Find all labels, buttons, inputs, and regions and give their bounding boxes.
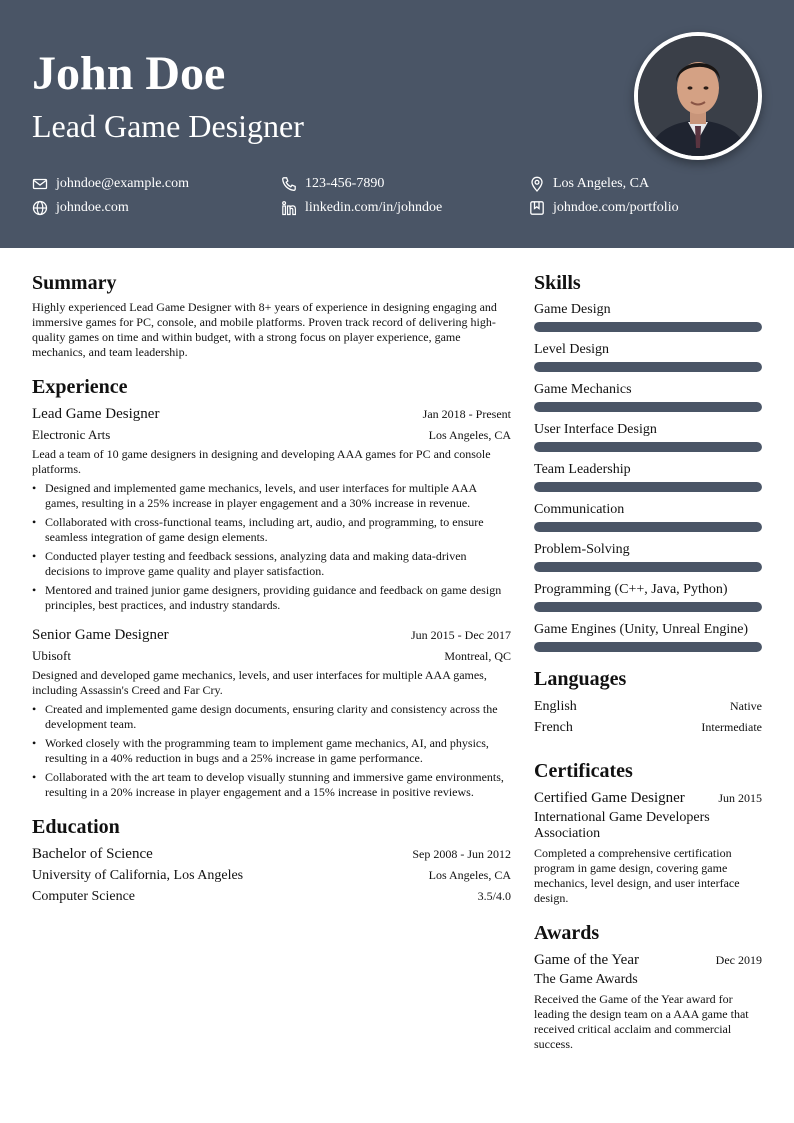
- summary-heading: Summary: [32, 272, 117, 294]
- job-entry: [32, 404, 511, 613]
- skill-name: Problem-Solving: [534, 542, 630, 557]
- phone-icon: [281, 176, 297, 192]
- skills-heading: Skills: [534, 272, 581, 294]
- language-level: Intermediate: [701, 720, 762, 734]
- contact-phone[interactable]: [281, 175, 384, 193]
- skill-item: [534, 420, 762, 452]
- skill-item: [534, 460, 762, 492]
- skill-level-fill: [534, 482, 762, 492]
- language-item: [534, 717, 762, 738]
- contact-portfolio[interactable]: [529, 199, 679, 217]
- job-description: Designed and developed game mechanics, levels, and user interfaces for multiple AAA games, including Assassin's Creed and Far Cry.: [32, 668, 487, 697]
- job-description: Lead a team of 10 game designers in designing and developing AAA games for PC and console platforms.: [32, 447, 491, 476]
- contact-linkedin[interactable]: [281, 199, 442, 217]
- contact-email-text: johndoe@example.com: [56, 176, 190, 191]
- skill-name: Communication: [534, 502, 625, 517]
- skill-item: [534, 380, 762, 412]
- job-dates: Jun 2015 - Dec 2017: [411, 628, 511, 642]
- side-column: [534, 270, 762, 1066]
- skill-level-bar: [534, 442, 762, 452]
- skill-level-bar: [534, 402, 762, 412]
- certificate-date: Jun 2015: [718, 791, 762, 805]
- job-bullet: • Created and implemented game design documents, ensuring clarity and consistency across the development team.: [32, 702, 511, 732]
- job-company: Electronic Arts: [32, 427, 111, 442]
- certificate-description: Completed a comprehensive certification program in game design, covering game mechanics, level design, and user interface design.: [534, 846, 740, 905]
- skill-level-bar: [534, 522, 762, 532]
- location-pin-icon: [529, 176, 545, 192]
- main-column: [32, 270, 511, 921]
- skill-name: Team Leadership: [534, 462, 631, 477]
- skills-section: [534, 270, 762, 652]
- skill-level-bar: [534, 322, 762, 332]
- portfolio-icon: [529, 200, 545, 216]
- experience-heading: Experience: [32, 376, 128, 398]
- skill-name: Game Engines (Unity, Unreal Engine): [534, 622, 749, 637]
- skill-item: [534, 500, 762, 532]
- contact-email[interactable]: [32, 175, 189, 193]
- job-title: Senior Game Designer: [32, 627, 169, 643]
- job-location: Montreal, QC: [444, 649, 511, 663]
- job-bullets: [32, 702, 511, 800]
- education-degree: Bachelor of Science: [32, 846, 153, 862]
- skill-level-fill: [534, 522, 762, 532]
- certificates-section: [534, 758, 762, 906]
- skill-item: [534, 620, 762, 652]
- education-location: Los Angeles, CA: [428, 868, 511, 882]
- job-company: Ubisoft: [32, 648, 71, 663]
- contact-website-text: johndoe.com: [56, 200, 129, 215]
- language-name: French: [534, 720, 573, 735]
- skill-level-bar: [534, 562, 762, 572]
- award-description: Received the Game of the Year award for leading the design team on a AAA game that received critical acclaim and commercial success.: [534, 992, 749, 1051]
- job-bullet: • Collaborated with the art team to develop visually stunning and immersive game environments, resulting in a 20% increase in player engagement and a 15% increase in positive reviews.: [32, 770, 511, 800]
- candidate-title: Lead Game Designer: [32, 108, 304, 144]
- globe-icon: [32, 200, 48, 216]
- skill-level-fill: [534, 322, 762, 332]
- profile-photo: [634, 32, 762, 160]
- skill-level-bar: [534, 602, 762, 612]
- education-school: University of California, Los Angeles: [32, 868, 244, 883]
- skills-list: [534, 300, 762, 652]
- job-bullet: • Designed and implemented game mechanics, levels, and user interfaces for multiple AAA games, resulting in a 25% increase in player engagement and a 30% increase in revenue.: [32, 481, 511, 511]
- skill-level-fill: [534, 602, 762, 612]
- skill-level-fill: [534, 362, 762, 372]
- contact-location-text: Los Angeles, CA: [553, 176, 650, 191]
- award-date: Dec 2019: [715, 953, 762, 967]
- award-issuer: The Game Awards: [534, 972, 638, 987]
- experience-section: [32, 374, 511, 800]
- job-bullets: [32, 481, 511, 613]
- language-item: [534, 696, 762, 717]
- certificate-title: Certified Game Designer: [534, 790, 685, 806]
- skill-level-bar: [534, 642, 762, 652]
- certificate-issuer: International Game Developers Association: [534, 810, 710, 841]
- skill-name: Game Mechanics: [534, 382, 632, 397]
- linkedin-icon: [281, 200, 297, 216]
- summary-text: Highly experienced Lead Game Designer with 8+ years of experience in designing engaging and immersive games for PC, console, and mobile platforms. Proven track record of delivering high-quality games on time and within budget, with a strong focus on player experience, game mechanics, and team leadership.: [32, 300, 497, 359]
- skill-level-bar: [534, 362, 762, 372]
- skill-level-fill: [534, 402, 762, 412]
- job-bullet: • Conducted player testing and feedback sessions, analyzing data and making data-driven decisions to improve game quality and player satisfaction.: [32, 549, 511, 579]
- education-dates: Sep 2008 - Jun 2012: [412, 847, 511, 861]
- skill-level-fill: [534, 642, 762, 652]
- education-field: Computer Science: [32, 889, 136, 904]
- awards-section: [534, 920, 762, 1052]
- job-entry: [32, 625, 511, 800]
- education-heading: Education: [32, 816, 120, 838]
- candidate-name: John Doe: [32, 47, 226, 100]
- contact-website[interactable]: [32, 199, 129, 217]
- languages-section: [534, 666, 762, 738]
- language-level: Native: [730, 699, 762, 713]
- certificates-heading: Certificates: [534, 760, 633, 782]
- skill-item: [534, 300, 762, 332]
- contact-linkedin-text: linkedin.com/in/johndoe: [305, 200, 443, 215]
- skill-level-fill: [534, 562, 762, 572]
- summary-section: [32, 270, 511, 360]
- skill-item: [534, 540, 762, 572]
- mail-icon: [32, 176, 48, 192]
- job-dates: Jan 2018 - Present: [422, 407, 511, 421]
- education-gpa: 3.5/4.0: [477, 889, 511, 903]
- skill-item: [534, 580, 762, 612]
- languages-heading: Languages: [534, 668, 627, 690]
- contact-portfolio-text: johndoe.com/portfolio: [553, 200, 679, 215]
- skill-name: Level Design: [534, 342, 610, 357]
- job-location: Los Angeles, CA: [428, 428, 511, 442]
- job-title: Lead Game Designer: [32, 406, 160, 422]
- job-bullet: • Collaborated with cross-functional teams, including art, audio, and programming, to ensure seamless integration of game design elements.: [32, 515, 511, 545]
- job-bullet: • Worked closely with the programming team to implement game mechanics, AI, and physics, resulting in a 40% reduction in bugs and a 25% increase in game performance.: [32, 736, 511, 766]
- education-section: [32, 814, 511, 907]
- award-title: Game of the Year: [534, 952, 639, 968]
- skill-level-fill: [534, 442, 762, 452]
- job-bullet: • Mentored and trained junior game designers, providing guidance and feedback on game design principles, best practices, and industry standards.: [32, 583, 511, 613]
- contact-phone-text: 123-456-7890: [305, 176, 385, 191]
- skill-name: User Interface Design: [534, 422, 657, 437]
- skill-name: Programming (C++, Java, Python): [534, 582, 728, 597]
- resume-header: [0, 0, 794, 248]
- skill-name: Game Design: [534, 302, 611, 317]
- skill-item: [534, 340, 762, 372]
- contact-location: [529, 175, 649, 193]
- awards-heading: Awards: [534, 922, 600, 944]
- language-name: English: [534, 699, 577, 714]
- skill-level-bar: [534, 482, 762, 492]
